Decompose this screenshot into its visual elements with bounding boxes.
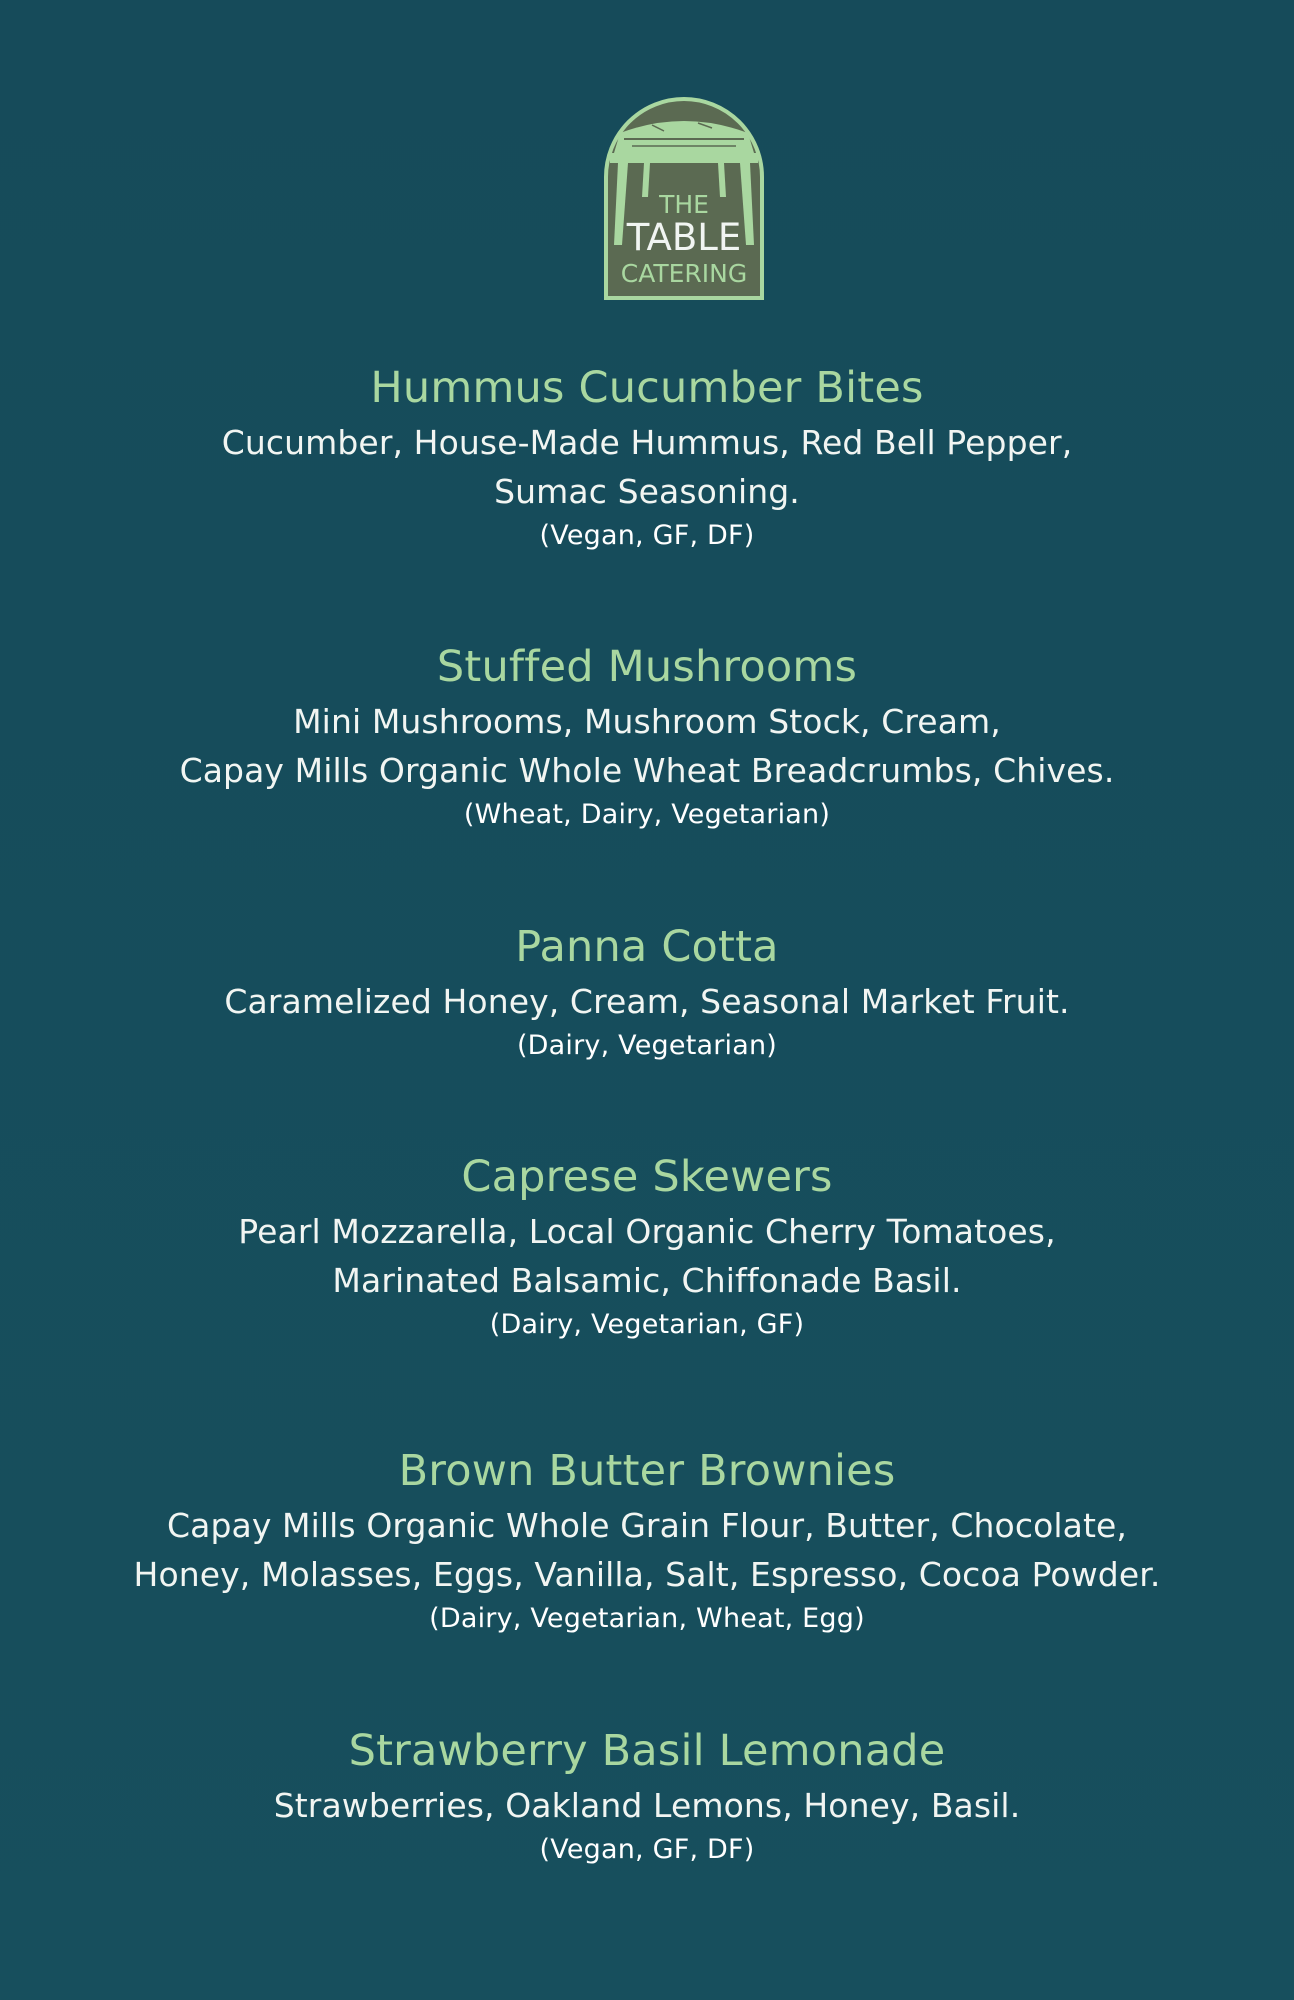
item-title: Hummus Cucumber Bites [370,363,924,413]
item-description-line: Honey, Molasses, Eggs, Vanilla, Salt, Espresso, Cocoa Powder. [133,1555,1161,1594]
item-title: Panna Cotta [515,922,779,972]
item-description-line: Strawberries, Oakland Lemons, Honey, Basil. [273,1786,1021,1825]
item-title: Strawberry Basil Lemonade [348,1726,946,1776]
item-description-line: Sumac Seasoning. [494,472,800,511]
menu-item-strawberry-basil-lemonade [0,1721,1294,1870]
item-description-line: Capay Mills Organic Whole Wheat Breadcrumbs, Chives. [179,751,1115,790]
menu-item-caprese-skewers [0,1147,1294,1345]
menu-item-stuffed-mushrooms [0,637,1294,835]
item-dietary-tags: (Vegan, GF, DF) [539,520,755,551]
item-title: Brown Butter Brownies [398,1446,896,1496]
item-title: Stuffed Mushrooms [436,642,858,692]
item-description-line: Pearl Mozzarella, Local Organic Cherry Tomatoes, [238,1212,1056,1251]
item-title: Caprese Skewers [461,1152,833,1202]
logo-text-the: THE [659,190,709,219]
menu-item-panna-cotta [0,917,1294,1066]
item-description-line: Caramelized Honey, Cream, Seasonal Market Fruit. [224,982,1070,1021]
item-dietary-tags: (Vegan, GF, DF) [539,1834,755,1865]
item-dietary-tags: (Dairy, Vegetarian) [516,1030,778,1061]
item-dietary-tags: (Dairy, Vegetarian, GF) [489,1309,805,1340]
item-description-line: Capay Mills Organic Whole Grain Flour, Butter, Chocolate, [167,1506,1127,1545]
item-description-line: Mini Mushrooms, Mushroom Stock, Cream, [293,702,1001,741]
menu-item-brown-butter-brownies [0,1441,1294,1639]
logo-text-catering: CATERING [620,259,748,288]
item-dietary-tags: (Wheat, Dairy, Vegetarian) [463,799,831,830]
menu-item-hummus-cucumber-bites [0,358,1294,556]
logo-graphic [602,95,766,301]
item-dietary-tags: (Dairy, Vegetarian, Wheat, Egg) [429,1603,865,1634]
logo-text-table: TABLE [626,216,742,259]
item-description-line: Cucumber, House-Made Hummus, Red Bell Pepper, [221,423,1073,462]
item-description-line: Marinated Balsamic, Chiffonade Basil. [332,1261,962,1300]
the-table-catering-logo [602,95,766,301]
